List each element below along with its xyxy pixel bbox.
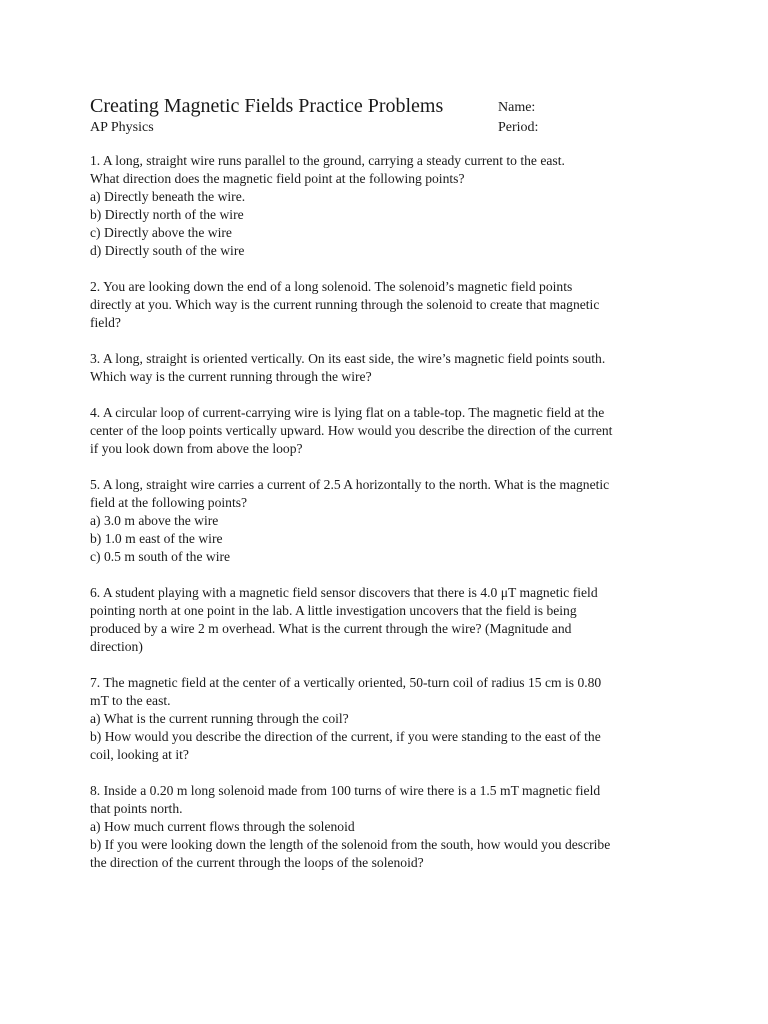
problem-line: d) Directly south of the wire <box>90 243 245 258</box>
problem-line: What direction does the magnetic field point at the following points? <box>90 171 465 186</box>
problem-6 <box>90 584 690 656</box>
worksheet-page <box>90 94 690 890</box>
problem-line: b) How would you describe the direction of the current, if you were standing to the east of the <box>90 729 601 744</box>
problem-line: directly at you. Which way is the current running through the solenoid to create that magnetic <box>90 297 600 312</box>
problem-line: a) What is the current running through the coil? <box>90 711 349 726</box>
problem-line: c) Directly above the wire <box>90 225 232 240</box>
problem-3 <box>90 350 690 386</box>
problem-4 <box>90 404 690 458</box>
problem-line: a) 3.0 m above the wire <box>90 513 219 528</box>
problem-line: c) 0.5 m south of the wire <box>90 549 231 564</box>
problem-line: b) 1.0 m east of the wire <box>90 531 223 546</box>
problem-line: center of the loop points vertically upward. How would you describe the direction of the current <box>90 423 613 438</box>
problem-line: that points north. <box>90 801 183 816</box>
problem-line: 7. The magnetic field at the center of a vertically oriented, 50-turn coil of radius 15 cm is 0.80 <box>90 675 602 690</box>
problem-line: b) Directly north of the wire <box>90 207 244 222</box>
problem-line: 2. You are looking down the end of a long solenoid. The solenoid’s magnetic field points <box>90 279 573 294</box>
problem-line: 1. A long, straight wire runs parallel to the ground, carrying a steady current to the east. <box>90 153 565 168</box>
worksheet-header <box>90 94 690 140</box>
period-label: Period: <box>498 120 539 135</box>
course-subtitle: AP Physics <box>90 120 154 135</box>
problem-line: direction) <box>90 639 143 654</box>
problem-line: 3. A long, straight is oriented vertically. On its east side, the wire’s magnetic field points south. <box>90 351 606 366</box>
problem-line: if you look down from above the loop? <box>90 441 303 456</box>
problem-line: b) If you were looking down the length of the solenoid from the south, how would you describe <box>90 837 611 852</box>
problem-line: Which way is the current running through the wire? <box>90 369 372 384</box>
problem-line: 5. A long, straight wire carries a current of 2.5 A horizontally to the north. What is the magnetic <box>90 477 610 492</box>
problem-line: mT to the east. <box>90 693 171 708</box>
problem-7 <box>90 674 690 764</box>
problem-line: field? <box>90 315 121 330</box>
name-label: Name: <box>498 100 536 115</box>
problem-line: pointing north at one point in the lab. A little investigation uncovers that the field is being <box>90 603 577 618</box>
problem-line: 8. Inside a 0.20 m long solenoid made from 100 turns of wire there is a 1.5 mT magnetic field <box>90 783 601 798</box>
problem-line: 4. A circular loop of current-carrying wire is lying flat on a table-top. The magnetic field at the <box>90 405 605 420</box>
problem-8 <box>90 782 690 872</box>
problem-line: produced by a wire 2 m overhead. What is the current through the wire? (Magnitude and <box>90 621 572 636</box>
problem-line: the direction of the current through the loops of the solenoid? <box>90 855 424 870</box>
problem-list <box>90 152 690 872</box>
problem-line: 6. A student playing with a magnetic field sensor discovers that there is 4.0 μT magnetic field <box>90 585 598 600</box>
problem-line: coil, looking at it? <box>90 747 189 762</box>
problem-line: a) Directly beneath the wire. <box>90 189 246 204</box>
problem-1 <box>90 152 690 260</box>
page-title: Creating Magnetic Fields Practice Problems <box>90 95 444 117</box>
problem-line: field at the following points? <box>90 495 248 510</box>
problem-line: a) How much current flows through the solenoid <box>90 819 355 834</box>
problem-5 <box>90 476 690 566</box>
problem-2 <box>90 278 690 332</box>
